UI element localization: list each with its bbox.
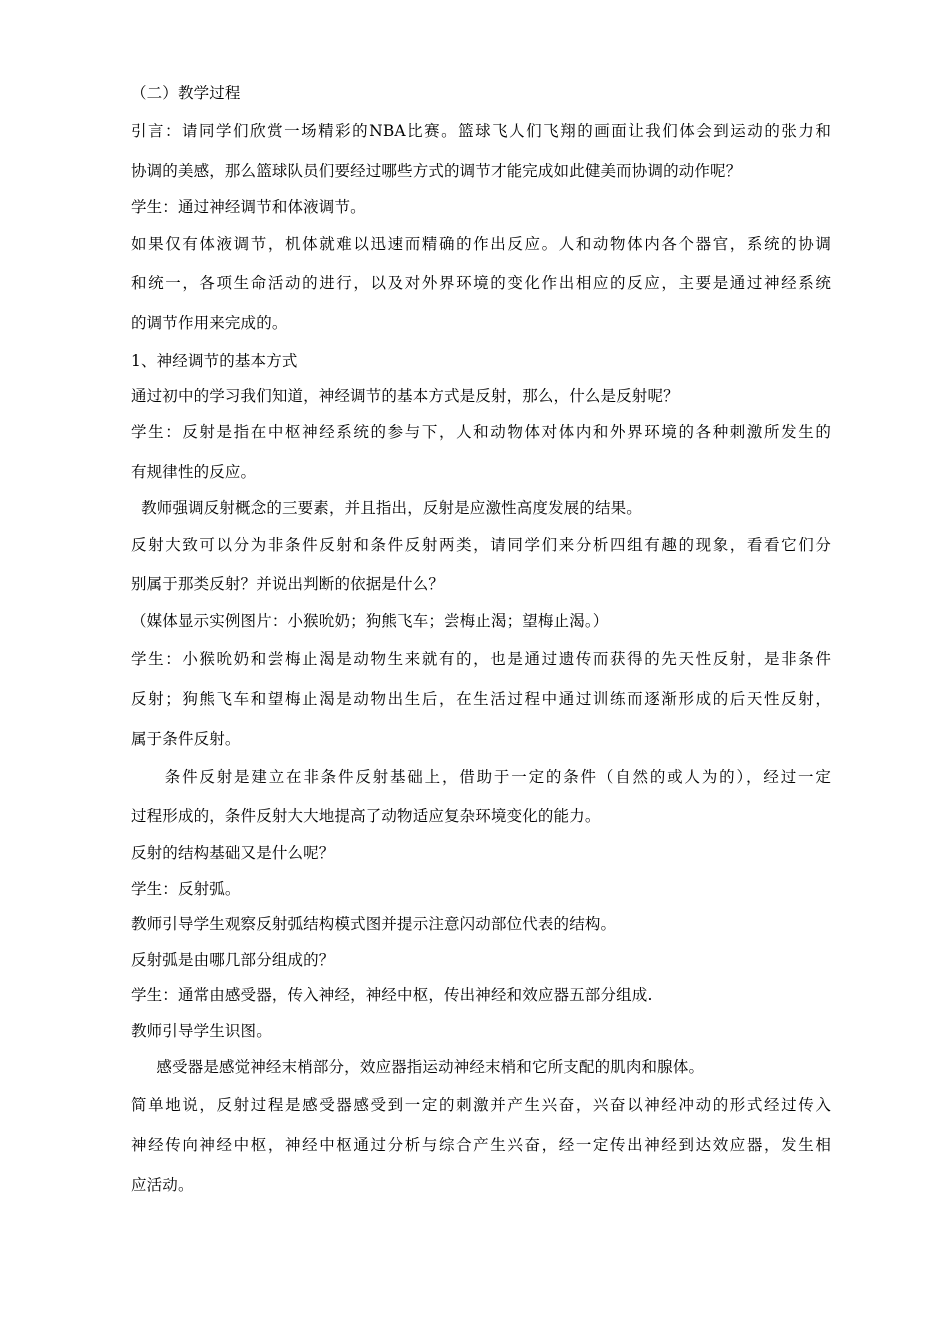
paragraph-line: 感受器是感觉神经末梢部分，效应器指运动神经末梢和它所支配的肌肉和腺体。	[131, 1058, 705, 1076]
paragraph-line: 协调的美感，那么篮球队员们要经过哪些方式的调节才能完成如此健美而协调的动作呢？	[131, 162, 742, 180]
paragraph-line: 和统一，各项生命活动的进行，以及对外界环境的变化作出相应的反应，主要是通过神经系统	[131, 274, 831, 292]
paragraph-line: 教师引导学生观察反射弧结构模式图并提示注意闪动部位代表的结构。	[131, 915, 617, 933]
paragraph-line: 学生：反射弧。	[131, 880, 241, 898]
paragraph-line: 引言：请同学们欣赏一场精彩的NBA比赛。篮球飞人们飞翔的画面让我们体会到运动的张力和	[131, 122, 831, 140]
section-heading: （二）教学过程	[131, 84, 241, 102]
paragraph-line: 教师强调反射概念的三要素，并且指出，反射是应激性高度发展的结果。	[131, 499, 642, 517]
paragraph-line: 条件反射是建立在非条件反射基础上，借助于一定的条件（自然的或人为的），经过一定	[131, 768, 831, 786]
paragraph-line: 有规律性的反应。	[131, 463, 257, 481]
paragraph-line: 学生：小猴吮奶和尝梅止渴是动物生来就有的，也是通过遗传而获得的先天性反射，是非条件	[131, 650, 831, 668]
paragraph-line: 的调节作用来完成的。	[131, 314, 288, 332]
paragraph-line: 学生：通过神经调节和体液调节。	[131, 198, 366, 216]
paragraph-line: 别属于那类反射？并说出判断的依据是什么？	[131, 575, 445, 593]
paragraph-line: 反射的结构基础又是什么呢？	[131, 844, 335, 862]
paragraph-line: 通过初中的学习我们知道，神经调节的基本方式是反射，那么，什么是反射呢？	[131, 387, 679, 405]
paragraph-line: 简单地说，反射过程是感受器感受到一定的刺激并产生兴奋，兴奋以神经冲动的形式经过传入	[131, 1096, 831, 1114]
paragraph-line: 反射大致可以分为非条件反射和条件反射两类，请同学们来分析四组有趣的现象，看看它们分	[131, 536, 831, 554]
paragraph-line: （媒体显示实例图片：小猴吮奶；狗熊飞车；尝梅止渴；望梅止渴。）	[131, 612, 609, 630]
paragraph-line: 神经传向神经中枢，神经中枢通过分析与综合产生兴奋，经一定传出神经到达效应器，发生相	[131, 1136, 831, 1154]
paragraph-line: 应活动。	[131, 1176, 194, 1194]
paragraph-line: 学生：反射是指在中枢神经系统的参与下，人和动物体对体内和外界环境的各种刺激所发生的	[131, 423, 831, 441]
paragraph-line: 反射；狗熊飞车和望梅止渴是动物出生后，在生活过程中通过训练而逐渐形成的后天性反射，	[131, 690, 831, 708]
paragraph-line: 教师引导学生识图。	[131, 1022, 272, 1040]
paragraph-line: 过程形成的，条件反射大大地提高了动物适应复杂环境变化的能力。	[131, 807, 601, 825]
subsection-heading: 1、神经调节的基本方式	[131, 352, 298, 370]
paragraph-line: 如果仅有体液调节，机体就难以迅速而精确的作出反应。人和动物体内各个器官，系统的协调	[131, 235, 831, 253]
paragraph-line: 反射弧是由哪几部分组成的？	[131, 951, 335, 969]
paragraph-line: 属于条件反射。	[131, 730, 241, 748]
paragraph-line: 学生：通常由感受器，传入神经，神经中枢，传出神经和效应器五部分组成.	[131, 986, 653, 1004]
